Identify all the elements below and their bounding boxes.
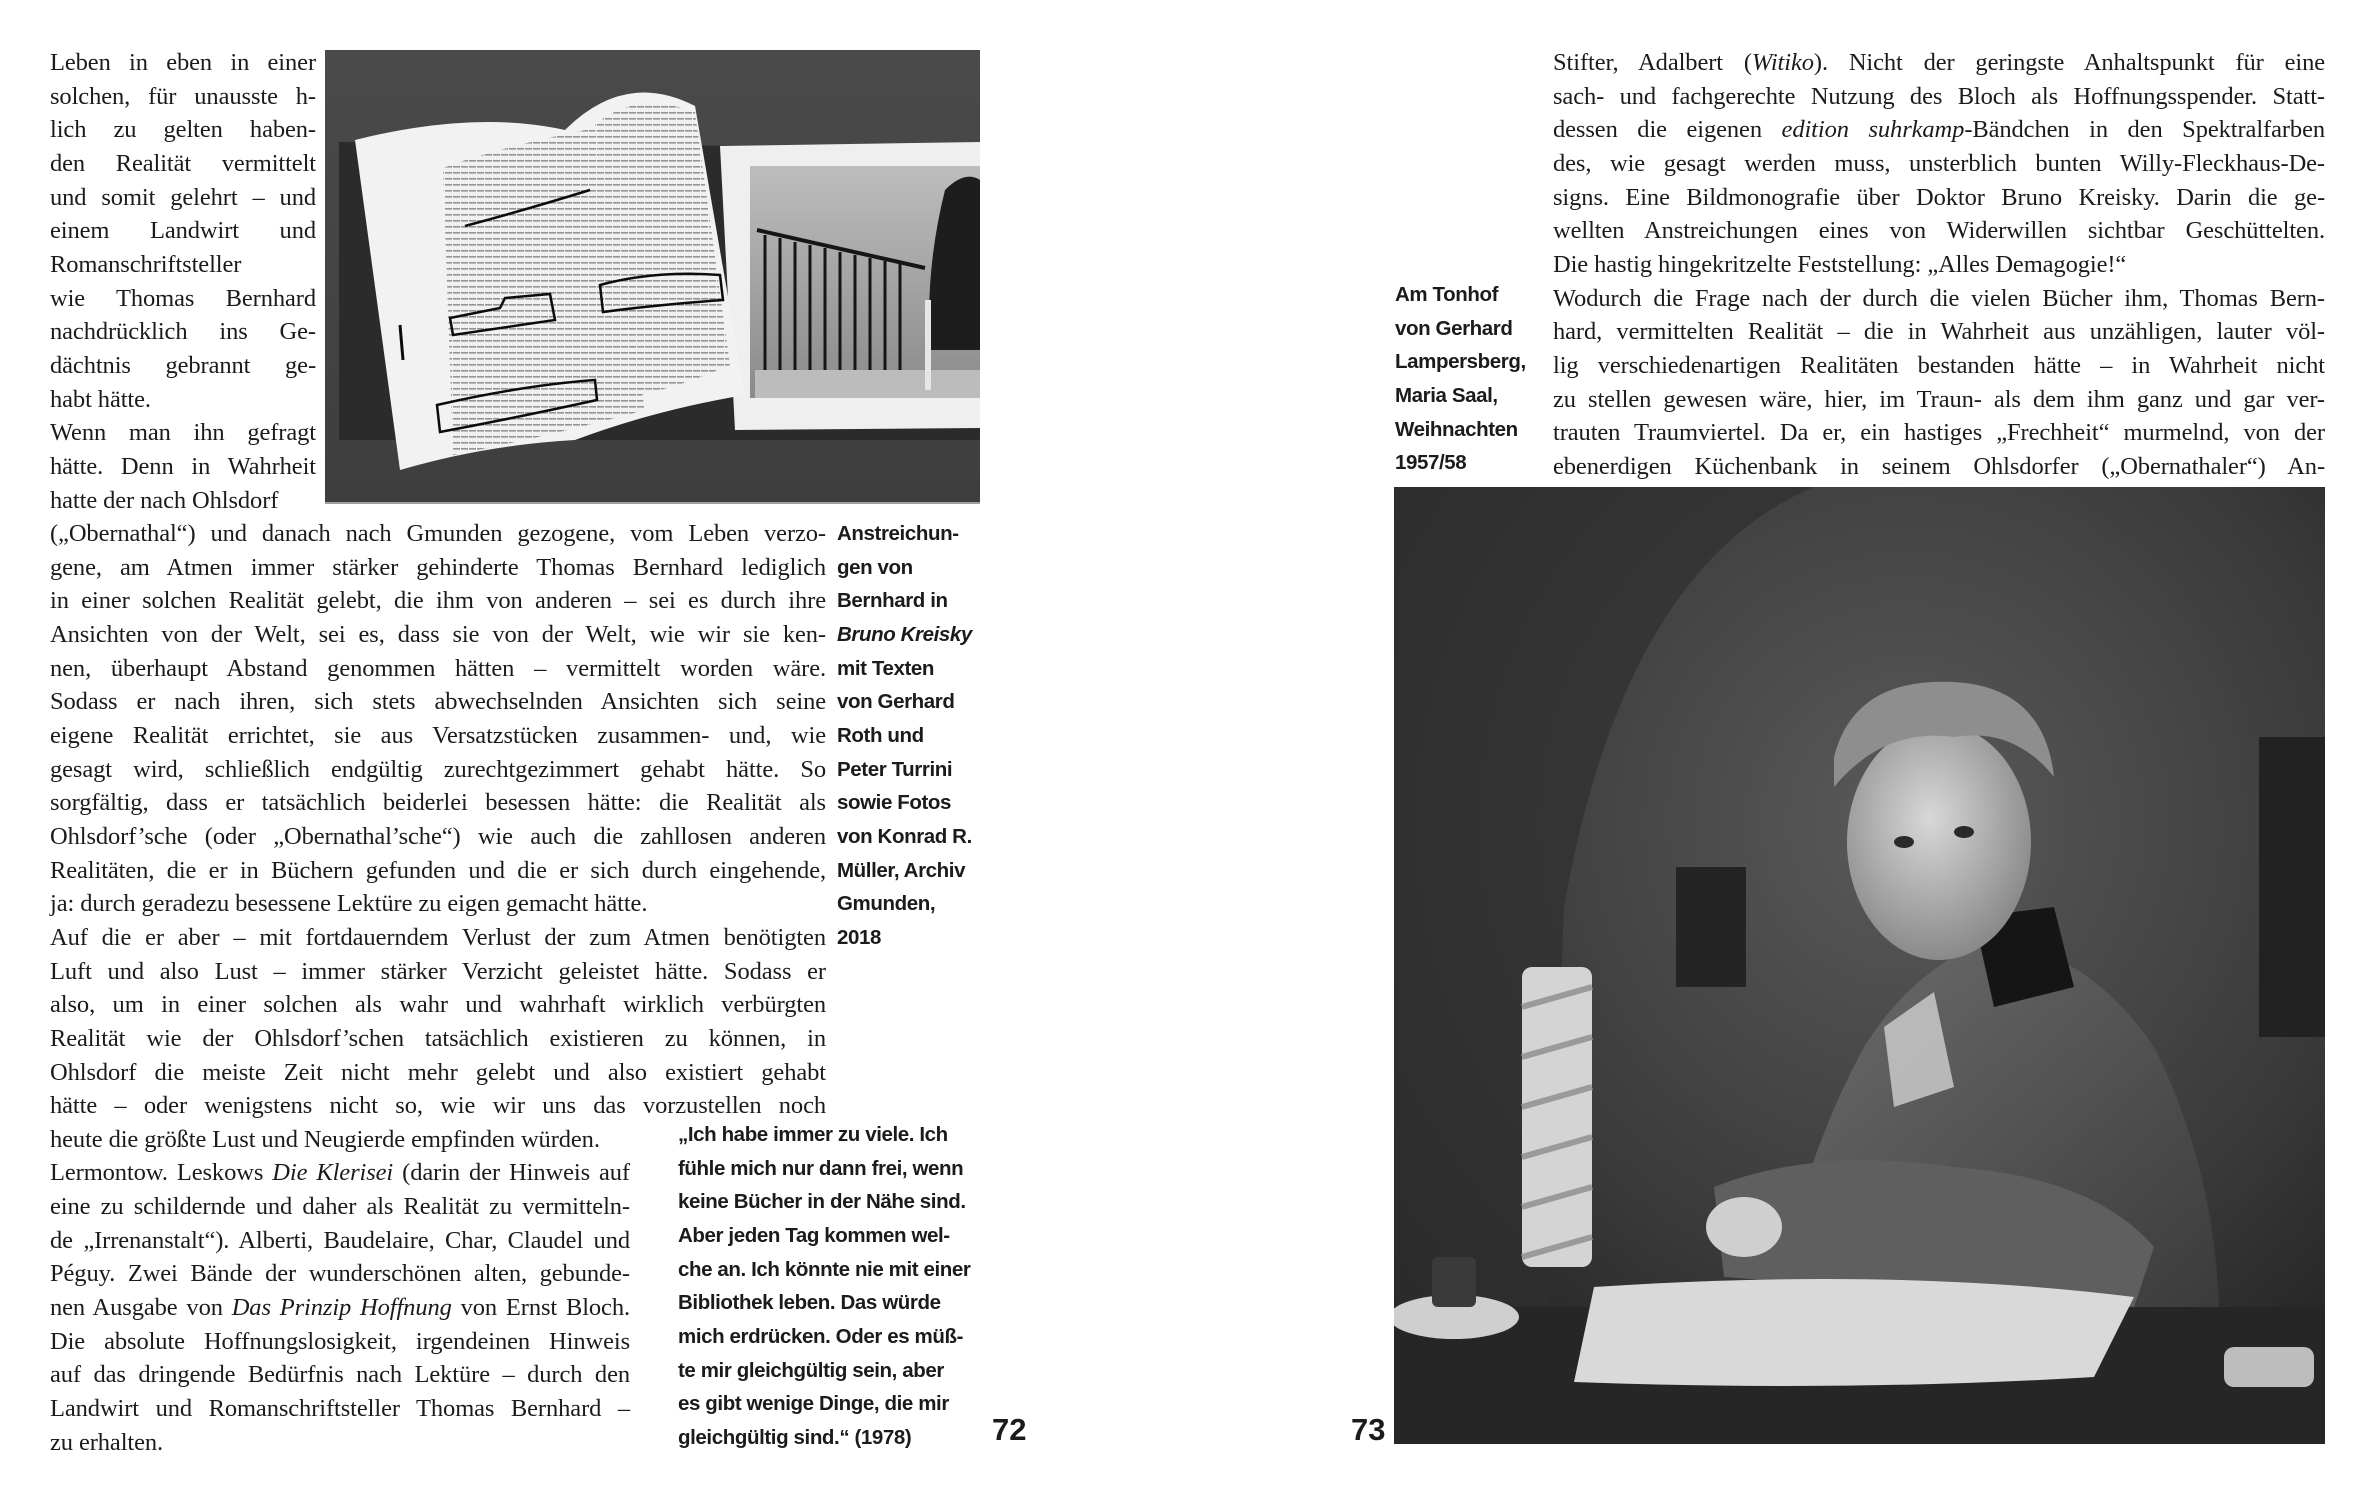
text-line: einem Landwirt und	[50, 217, 316, 245]
italic-title: edition suhrkamp	[1781, 116, 1965, 144]
text-line: also, um in einer solchen als wahr und wahrhaft wirklich verbürgten	[50, 991, 826, 1019]
text-line: hatte der nach Ohlsdorf	[50, 486, 279, 514]
quote-line: fühle mich nur dann frei, wenn	[678, 1156, 964, 1180]
quote-line: es gibt wenige Dinge, die mir	[678, 1392, 949, 1416]
text-run: sach- und fachgerechte Nutzung des Bloch als Hoffnungsspender. Statt-	[1553, 82, 2325, 110]
text-line: ja: durch geradezu besessene Lektüre zu eigen gemacht hätte.	[50, 890, 648, 918]
caption-line: gen von	[837, 555, 913, 579]
text-line	[50, 1190, 630, 1224]
caption-line: Müller, Archiv	[837, 858, 966, 882]
left-page-narrow-column	[50, 46, 316, 517]
quote-line: Bibliothek leben. Das würde	[678, 1291, 941, 1315]
right-body-second-paragraph	[1553, 282, 2325, 484]
text-run: Die hastig hingekritzelte Feststellung: „Alles Demagogie!“	[1553, 250, 2127, 278]
caption-line: Roth und	[837, 723, 924, 747]
text-line: in einer solchen Realität gelebt, die ihm von anderen – sei es durch ihre	[50, 587, 826, 615]
text-line	[50, 1392, 630, 1426]
text-line: lich zu gelten haben-	[50, 116, 316, 144]
text-line: Leben in eben in einer	[50, 49, 316, 76]
text-run: (darin der Hinweis auf	[393, 1159, 630, 1187]
face	[1847, 724, 2031, 960]
text-run: signs. Eine Bildmonografie über Doktor Bruno Kreisky. Darin die ge-	[1553, 183, 2325, 211]
quote-line: Aber jeden Tag kommen wel-	[678, 1223, 950, 1247]
ink-bottle	[1432, 1257, 1476, 1307]
text-line: („Obernathal“) und danach nach Gmunden gezogene, vom Leben verzo-	[50, 520, 826, 547]
right-page-body-text	[1553, 46, 2325, 484]
text-line	[1553, 147, 2325, 181]
text-line: lig verschiedenartigen Realitäten bestanden hätte – in Wahrheit nicht	[1553, 351, 2325, 379]
tin-box	[2224, 1347, 2314, 1387]
quote-line: te mir gleichgültig sein, aber	[678, 1358, 944, 1382]
text-line: zu stellen gewesen wäre, hier, im Traun- als dem ihm ganz und gar ver-	[1553, 385, 2325, 413]
text-run: ). Nicht der geringste Anhaltspunkt für eine	[1813, 49, 2325, 76]
text-line	[50, 1291, 630, 1325]
text-line: habt hätte.	[50, 385, 151, 413]
text-line	[1553, 248, 2325, 282]
text-line: Realitäten, die er in Büchern gefunden und die er sich durch eingehende,	[50, 856, 826, 884]
caption-line: Lampersberg,	[1395, 350, 1526, 374]
text-line: Ansichten von der Welt, sei es, dass sie von der Welt, wie wir sie ken-	[50, 620, 826, 648]
caption-line: Maria Saal,	[1395, 383, 1498, 407]
text-run: de „Irrenanstalt“). Alberti, Baudelaire, Char, Claudel und	[50, 1226, 630, 1254]
italic-title: Die Klerisei	[272, 1159, 394, 1187]
text-line: Ohlsdorf’sche (oder „Obernathal’sche“) wie auch die zahllosen anderen	[50, 822, 826, 850]
caption-line: Gmunden,	[837, 892, 936, 916]
text-line	[1553, 181, 2325, 215]
wall-picture	[1676, 867, 1746, 987]
text-line: trauten Traumviertel. Da er, ein hastiges „Frechheit“ murmelnd, von der	[1553, 419, 2325, 447]
text-line: hätte – oder wenigstens nicht so, wie wir uns das vorzustellen noch	[50, 1092, 826, 1120]
hand	[1706, 1197, 1782, 1257]
caption-line: Bruno Kreisky	[837, 622, 972, 646]
caption-line: Anstreichun-	[837, 522, 959, 545]
text-run: zu erhalten.	[50, 1428, 164, 1456]
text-line: Realität wie der Ohlsdorf’schen tatsächlich existieren zu können, in	[50, 1024, 826, 1052]
text-run: des, wie gesagt werden muss, unsterblich bunten Willy-Fleckhaus-De-	[1553, 149, 2325, 177]
text-line: Ohlsdorf die meiste Zeit nicht mehr gelebt und also existiert gehabt	[50, 1058, 826, 1086]
text-line: wie Thomas Bernhard	[50, 284, 316, 312]
text-line: nen, überhaupt Abstand genommen hätten – vermittelt worden wäre.	[50, 654, 826, 682]
text-run: Péguy. Zwei Bände der wunderschönen alten, gebunde-	[50, 1260, 630, 1288]
papers	[1574, 1279, 2134, 1386]
caption-line: Am Tonhof	[1395, 283, 1499, 306]
caption-line: Weihnachten	[1395, 417, 1518, 441]
caption-line: von Konrad R.	[837, 824, 972, 848]
text-line	[50, 1224, 630, 1258]
italic-title: Witiko	[1751, 49, 1814, 76]
text-line: hard, vermittelten Realität – die in Wahrheit aus unzähligen, lauter völ-	[1553, 318, 2325, 346]
caption-line: von Gerhard	[1395, 316, 1513, 340]
left-photo-caption	[837, 517, 997, 955]
text-line: und somit gelehrt – und	[50, 183, 316, 211]
italic-title: Das Prinzip Hoffnung	[231, 1294, 452, 1322]
caption-line: 1957/58	[1395, 451, 1467, 475]
text-line: ebenerdigen Küchenbank in seinem Ohlsdorfer („Obernathaler“) An-	[1553, 452, 2325, 480]
text-run: dessen die eigenen	[1553, 116, 1782, 144]
text-line	[50, 1156, 630, 1190]
quote-line: gleichgültig sind.“ (1978)	[678, 1425, 912, 1449]
left-body-narrow-block	[50, 1156, 630, 1459]
portrait-photo	[1394, 487, 2325, 1444]
text-line: den Realität vermittelt	[50, 149, 316, 177]
text-line: gene, am Atmen immer stärker gehinderte Thomas Bernhard lediglich	[50, 553, 826, 581]
text-line	[50, 1257, 630, 1291]
right-photo-caption	[1395, 278, 1555, 480]
caption-line: sowie Fotos	[837, 791, 952, 815]
text-line: Luft und also Lust – immer stärker Verzicht geleistet hätte. Sodass er	[50, 957, 826, 985]
text-run: von Ernst Bloch.	[451, 1294, 631, 1322]
text-line	[1553, 214, 2325, 248]
text-line	[50, 1426, 630, 1460]
text-line: Romanschriftsteller	[50, 250, 242, 278]
text-line	[1553, 80, 2325, 114]
portrait-illustration	[1394, 487, 2325, 1444]
text-line: eigene Realität errichtet, sie aus Versatzstücken zusammen- und, wie	[50, 721, 826, 749]
book-photo	[325, 50, 980, 504]
text-line	[50, 1325, 630, 1359]
caption-line: 2018	[837, 925, 882, 949]
twisted-candle	[1522, 967, 1592, 1267]
text-line: dächtnis gebrannt ge-	[50, 351, 316, 379]
caption-line: Peter Turrini	[837, 757, 953, 781]
quote-line: „Ich habe immer zu viele. Ich	[678, 1123, 948, 1146]
text-run: eine zu schildernde und daher als Realität zu vermitteln-	[50, 1193, 630, 1221]
text-run: -Bändchen in den Spektralfarben	[1964, 116, 2325, 144]
quote-line: che an. Ich könnte nie mit einer	[678, 1257, 971, 1281]
text-line: Sodass er nach ihren, sich stets abwechselnden Ansichten sich seine	[50, 688, 826, 716]
wall-frame	[2259, 737, 2325, 1037]
text-line: hätte. Denn in Wahrheit	[50, 452, 316, 480]
text-line: Wenn man ihn gefragt	[50, 419, 316, 447]
open-book-illustration	[325, 50, 980, 504]
quote-line: mich erdrücken. Oder es müß-	[678, 1324, 963, 1348]
text-run: nen Ausgabe von	[50, 1294, 232, 1322]
quote-line: keine Bücher in der Nähe sind.	[678, 1190, 966, 1214]
caption-line: mit Texten	[837, 656, 934, 680]
text-line: solchen, für unausste h-	[50, 82, 316, 110]
text-line: sorgfältig, dass er tatsächlich beiderlei besessen hätte: die Realität als	[50, 789, 826, 817]
text-line: Auf die er aber – mit fortdauerndem Verlust der zum Atmen benötigten	[50, 923, 826, 951]
page-number-right: 73	[1351, 1412, 1386, 1447]
text-line	[50, 1358, 630, 1392]
text-line: gesagt wird, schließlich endgültig zurechtgezimmert gehabt hätte. So	[50, 755, 826, 783]
page-number-left: 72	[992, 1412, 1027, 1447]
caption-line: Bernhard in	[837, 589, 948, 613]
text-line: Wodurch die Frage nach der durch die vielen Bücher ihm, Thomas Bern-	[1553, 284, 2325, 312]
text-run: Stifter, Adalbert (	[1553, 49, 1752, 76]
text-run: Lermontow. Leskows	[50, 1159, 273, 1187]
text-line	[1553, 46, 2325, 80]
text-line: heute die größte Lust und Neugierde empfinden würden.	[50, 1125, 600, 1153]
text-run: Die absolute Hoffnungslosigkeit, irgendeinen Hinweis	[50, 1327, 630, 1355]
caption-line: von Gerhard	[837, 690, 955, 714]
text-line	[1553, 113, 2325, 147]
text-run: auf das dringende Bedürfnis nach Lektüre – durch den	[50, 1361, 630, 1389]
text-run: Landwirt und Romanschriftsteller Thomas Bernhard –	[50, 1395, 630, 1423]
bernhard-quote	[678, 1118, 988, 1455]
text-run: wellten Anstreichungen eines von Widerwillen sichtbar Geschüttelten.	[1553, 217, 2325, 245]
text-line: nachdrücklich ins Ge-	[50, 318, 316, 346]
